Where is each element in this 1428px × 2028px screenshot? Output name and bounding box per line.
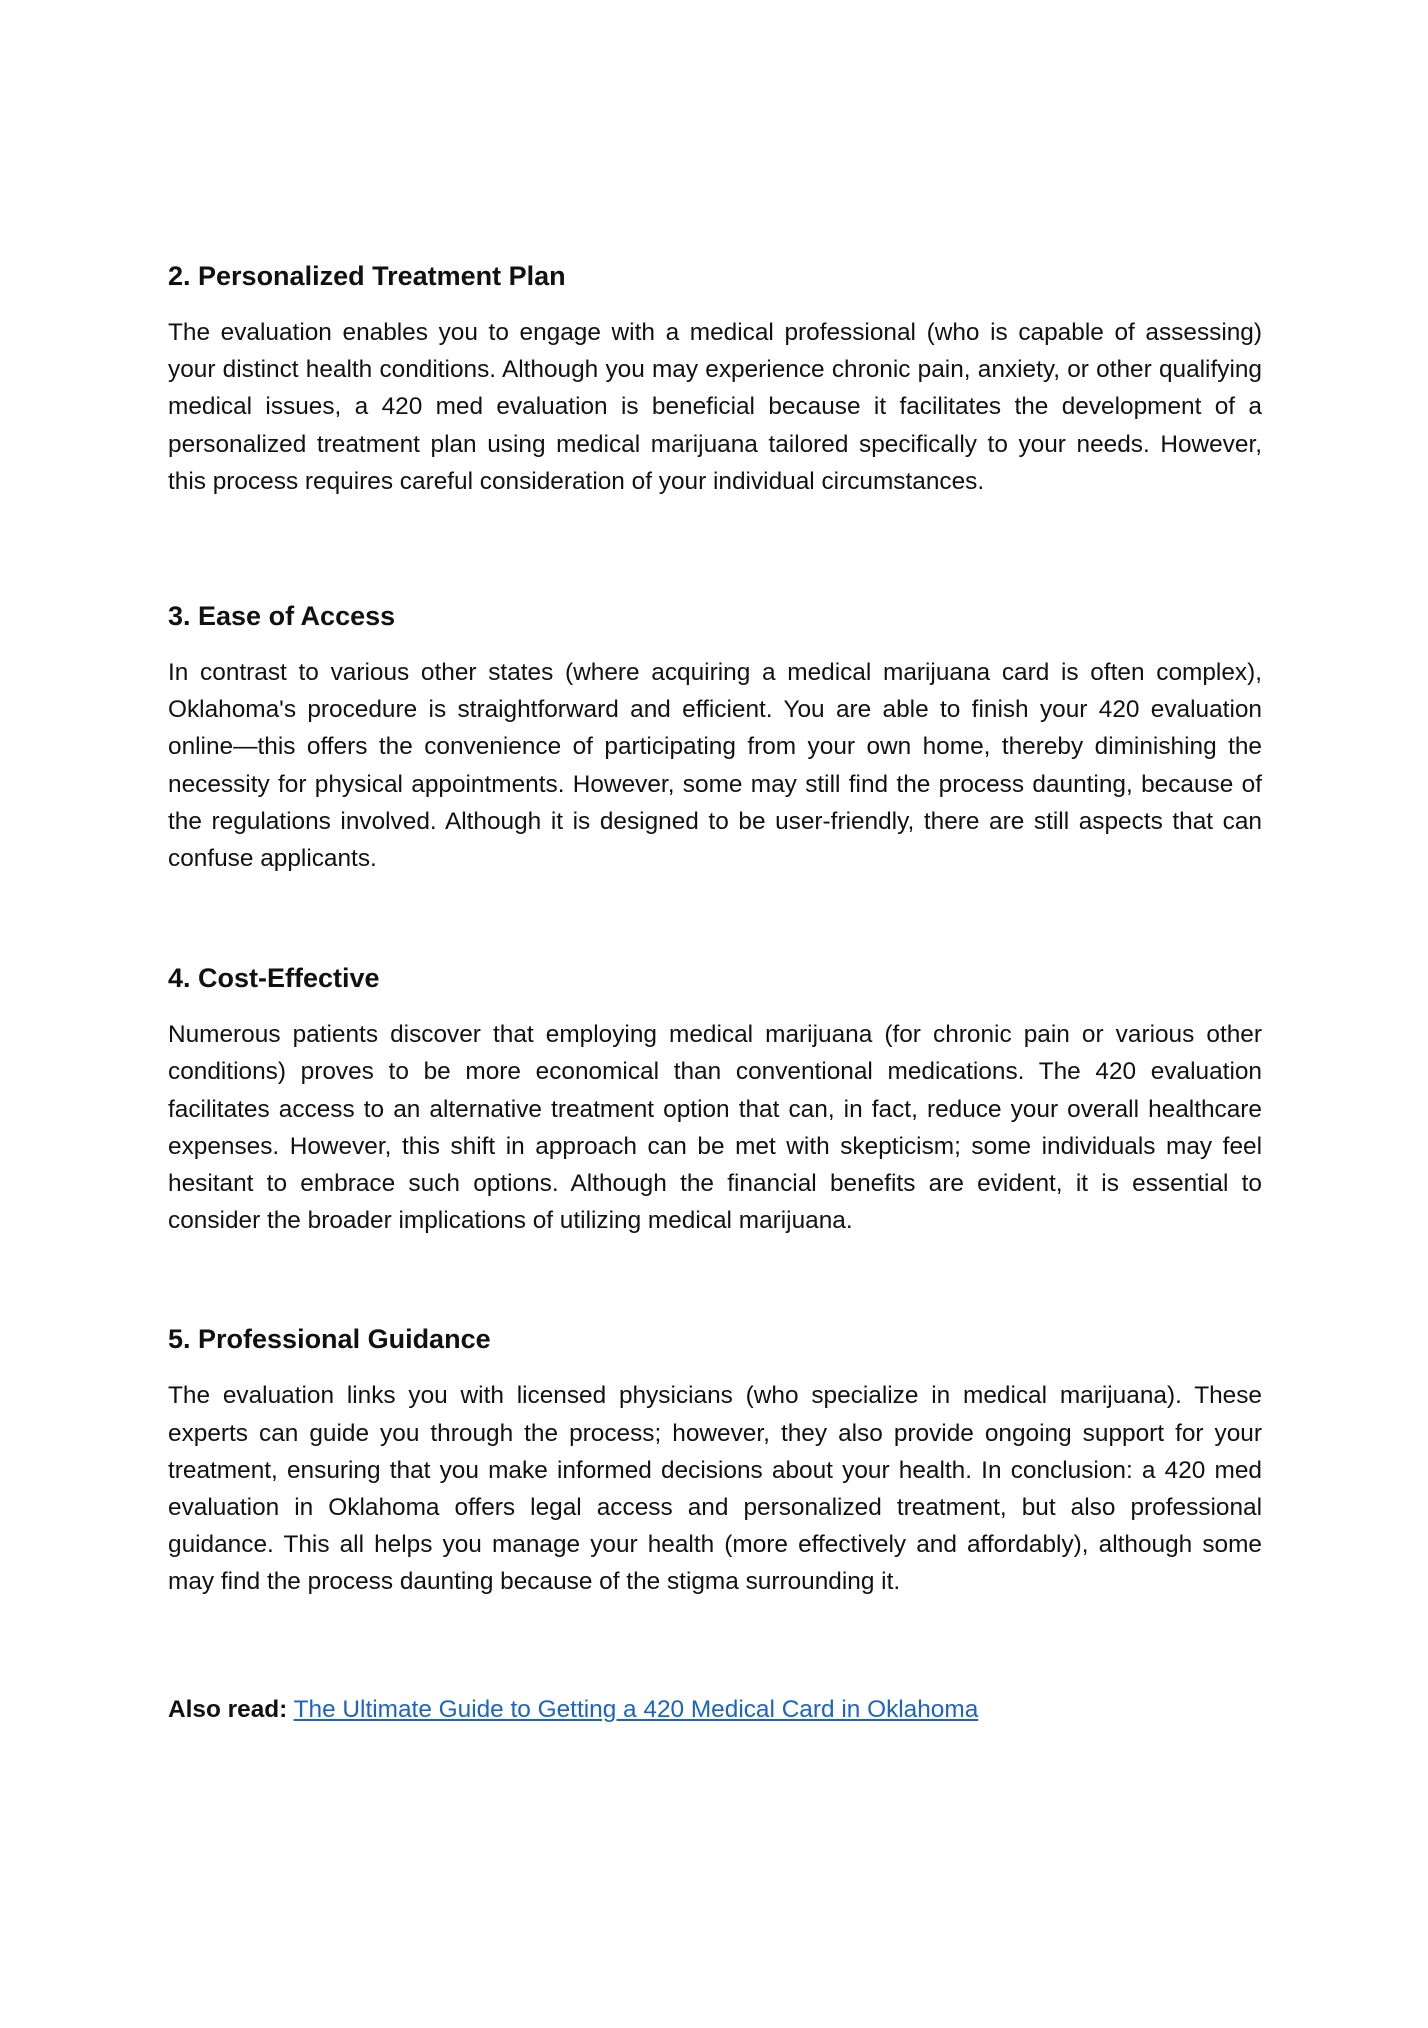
section-ease-of-access [168,598,1262,877]
section-paragraph: Numerous patients discover that employing medical marijuana (for chronic pain or various other conditions) proves to be more economical than conventional medications. The 420 evaluation facilitates access to an alternative treatment option that can, in fact, reduce your overall healthcare expenses. However, this shift in approach can be met with skepticism; some individuals may feel hesitant to embrace such options. Although the financial benefits are evident, it is essential to consider the broader implications of utilizing medical marijuana. [168,1021,1262,1235]
section-heading: 3. Ease of Access [168,601,396,632]
section-spacer [168,1239,1262,1321]
section-professional-guidance [168,1321,1262,1600]
section-spacer [168,500,1262,598]
section-heading: 2. Personalized Treatment Plan [168,261,566,291]
also-read-link[interactable]: The Ultimate Guide to Getting a 420 Medical Card in Oklahoma [293,1695,979,1723]
also-read-label: Also read: [168,1695,288,1723]
document-content [168,258,1262,1728]
section-personalized-treatment-plan [168,258,1262,500]
section-paragraph: The evaluation links you with licensed physicians (who specialize in medical marijuana). These experts can guide you through the process; however, they also provide ongoing support for your treatment, ensuring that you make informed decisions about your health. In conclusion: a 420 med evaluation in Oklahoma offers legal access and personalized treatment, but also professional guidance. This all helps you manage your health (more effectively and affordably), although some may find the process daunting because of the stigma surrounding it. [168,1382,1262,1596]
section-heading: 4. Cost-Effective [168,963,380,994]
also-read-line [168,1691,1262,1728]
section-spacer [168,1601,1262,1691]
section-cost-effective [168,960,1262,1239]
section-paragraph: In contrast to various other states (where acquiring a medical marijuana card is often complex), Oklahoma's procedure is straightforward and efficient. You are able to finish your 420 evaluation online—this offers the convenience of participating from your own home, thereby diminishing the necessity for physical appointments. However, some may still find the process daunting, because of the regulations involved. Although it is designed to be user-friendly, there are still aspects that can confuse applicants. [168,659,1262,873]
section-spacer [168,877,1262,960]
section-paragraph: The evaluation enables you to engage with a medical professional (who is capable of assessing) your distinct health conditions. Although you may experience chronic pain, anxiety, or other qualifying medical issues, a 420 med evaluation is beneficial because it facilitates the development of a personalized treatment plan using medical marijuana tailored specifically to your needs. However, this process requires careful consideration of your individual circumstances. [168,319,1262,495]
section-heading: 5. Professional Guidance [168,1324,491,1355]
